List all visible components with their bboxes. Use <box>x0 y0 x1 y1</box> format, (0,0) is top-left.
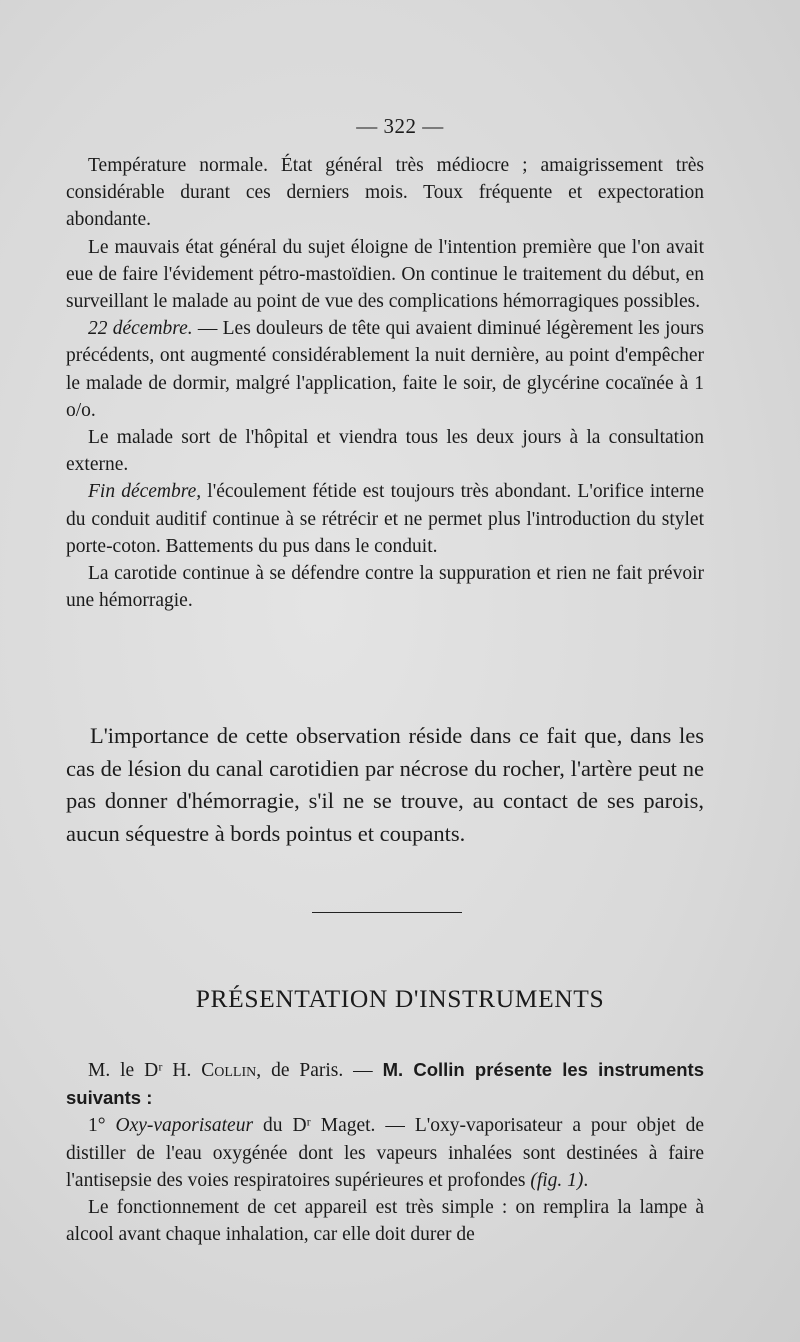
item-text-end: . <box>583 1169 589 1191</box>
observation-text <box>66 152 704 614</box>
paragraph-etat-general: Le mauvais état général du sujet éloigne de l'intention première que l'on avait eue de faire l'évidement pétro-mastoïdien. On continue le traitement du début, en surveillant le malade au point de vue des complications hémorragiques possibles. <box>66 236 704 313</box>
collin-prefix: M. le Dʳ H. <box>88 1060 202 1081</box>
paragraph-carotide: La carotide continue à se défendre contre la suppuration et rien ne fait prévoir une hémorragie. <box>66 563 704 612</box>
paragraph-oxy-vaporisateur <box>66 1112 704 1194</box>
page-number: — 322 — <box>356 114 444 138</box>
instruments-text <box>66 1056 704 1248</box>
paragraph-temperature: Température normale. État général très médiocre ; amaigrissement très considérable durant ces derniers mois. Toux fréquente et expectoration abondante. <box>66 155 704 231</box>
item-text: du Dʳ Maget. — L'oxy-vaporisateur a pour objet de distiller de l'eau oxygénée dont les vapeurs inhalées sont destinées à faire l'antisepsie des voies respiratoires supérieures et profondes <box>66 1115 704 1191</box>
collin-presents: M. Collin présente les instruments suivants : <box>66 1059 704 1109</box>
date-fin-decembre: Fin décembre, <box>88 481 202 503</box>
paragraph-sortie: Le malade sort de l'hôpital et viendra tous les deux jours à la consultation externe. <box>66 427 704 476</box>
item-number: 1° <box>88 1115 116 1137</box>
paragraph-fin-decembre <box>66 478 704 560</box>
collin-suffix: , de Paris. — <box>256 1060 383 1081</box>
text-fin-decembre: l'écoulement fétide est toujours très abondant. L'orifice interne du conduit auditif continue à se rétrécir et ne permet plus l'introduction du stylet porte-coton. Battements du pus dans le conduit. <box>66 481 704 557</box>
collin-name: Collin <box>201 1060 257 1081</box>
section-title: PRÉSENTATION D'INSTRUMENTS <box>195 984 605 1013</box>
date-22-decembre: 22 décembre. <box>88 318 193 340</box>
paragraph-fonctionnement: Le fonctionnement de cet appareil est très simple : on remplira la lampe à alcool avant chaque inhalation, car elle doit durer de <box>66 1197 704 1246</box>
paragraph-22-decembre <box>66 315 704 424</box>
conclusion-paragraph: L'importance de cette observation réside dans ce fait que, dans les cas de lésion du canal carotidien par nécrose du rocher, l'artère peut ne pas donner d'hémorragie, s'il ne se trouve, au contact de ses parois, aucun séquestre à bords pointus et coupants. <box>66 723 704 846</box>
item-name: Oxy-vaporisateur <box>115 1115 254 1137</box>
figure-reference: (fig. 1) <box>530 1169 584 1191</box>
text-22-decembre: — Les douleurs de tête qui avaient diminué légèrement les jours précédents, ont augmenté considérablement la nuit dernière, au point d'empêcher le malade de dormir, malgré l'application, faite le soir, de glycérine cocaïnée à 1 o/o. <box>66 318 705 421</box>
paragraph-collin <box>66 1056 704 1112</box>
section-divider <box>312 912 462 913</box>
